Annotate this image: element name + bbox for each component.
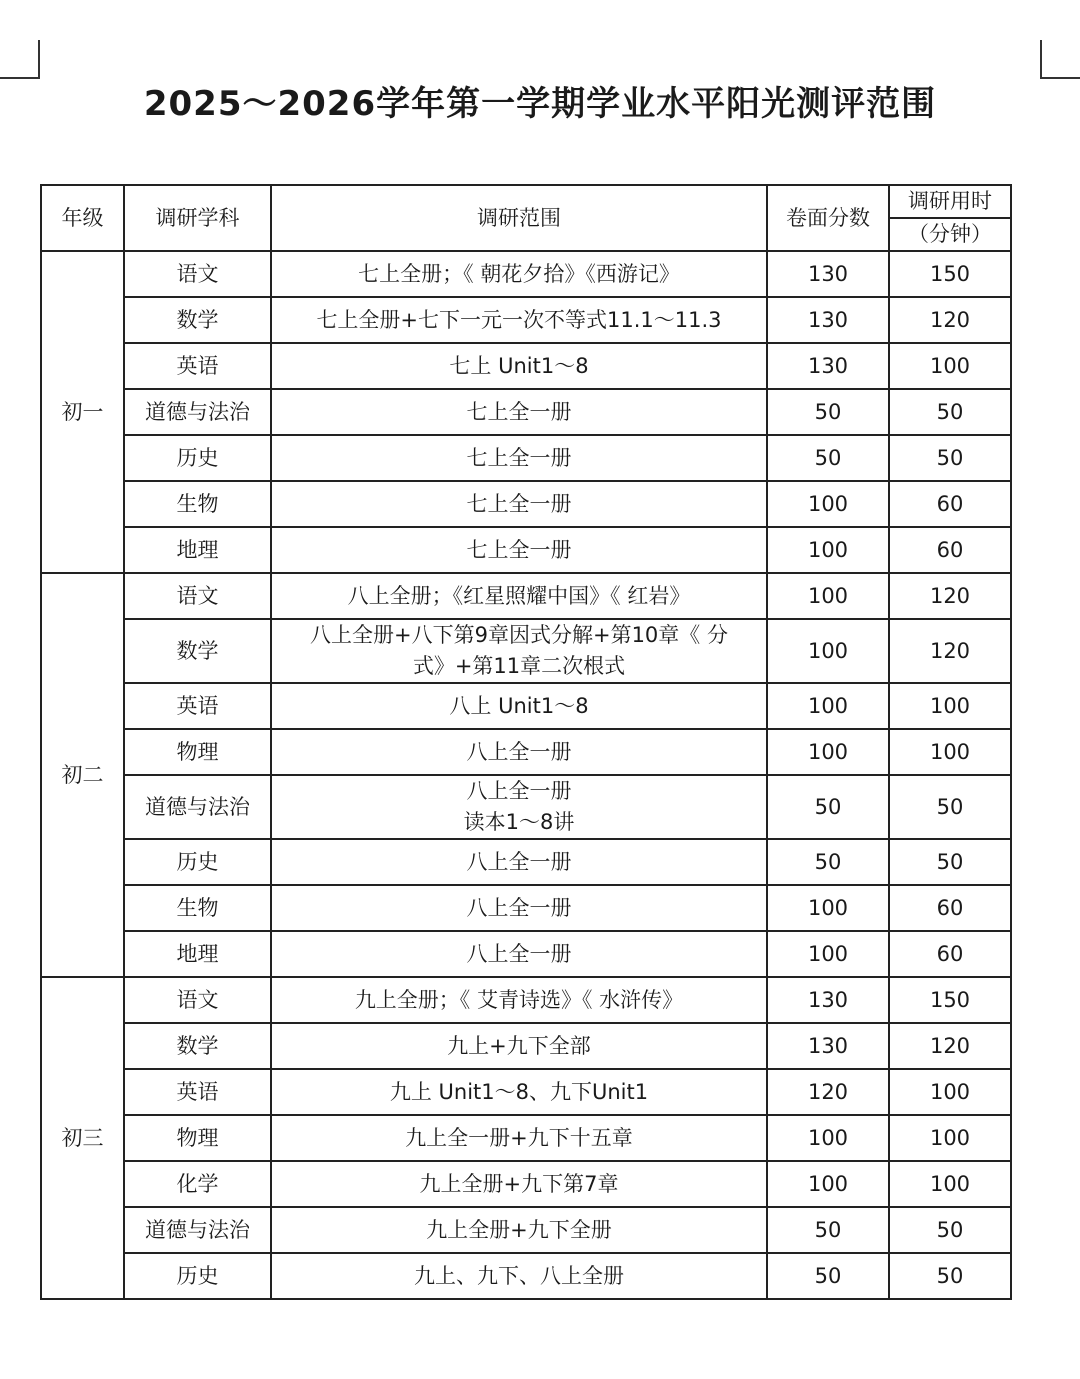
score-cell: 50 (767, 1207, 889, 1253)
score-cell: 130 (767, 343, 889, 389)
table-row (41, 343, 1011, 389)
range-line: 九上全册+九下第7章 (419, 1171, 619, 1196)
range-line: 七上全册+七下一元一次不等式11.1～11.3 (316, 307, 722, 332)
table-row (41, 619, 1011, 683)
table-row (41, 527, 1011, 573)
range-cell (271, 619, 767, 683)
time-cell: 100 (889, 729, 1011, 775)
range-cell (271, 1023, 767, 1069)
table-row (41, 1253, 1011, 1299)
score-cell: 50 (767, 435, 889, 481)
range-line: 八上全一册 (466, 779, 572, 803)
time-cell: 150 (889, 251, 1011, 297)
score-cell: 130 (767, 297, 889, 343)
score-cell: 50 (767, 775, 889, 839)
range-cell (271, 977, 767, 1023)
time-cell: 120 (889, 1023, 1011, 1069)
subject-cell: 数学 (124, 297, 271, 343)
range-cell (271, 435, 767, 481)
time-cell: 100 (889, 1069, 1011, 1115)
range-cell (271, 1161, 767, 1207)
subject-cell: 历史 (124, 435, 271, 481)
range-line: 七上全一册 (466, 537, 572, 562)
header-range: 调研范围 (271, 185, 767, 251)
subject-cell: 化学 (124, 1161, 271, 1207)
range-cell (271, 729, 767, 775)
range-line: 九上全册+九下全册 (426, 1217, 612, 1242)
range-cell (271, 839, 767, 885)
table-row (41, 931, 1011, 977)
time-cell: 100 (889, 683, 1011, 729)
table-row (41, 435, 1011, 481)
range-line: 八上全一册 (466, 895, 572, 920)
range-line: 八上全一册 (466, 941, 572, 966)
subject-cell: 语文 (124, 573, 271, 619)
score-cell: 100 (767, 729, 889, 775)
time-cell: 60 (889, 481, 1011, 527)
range-cell (271, 885, 767, 931)
range-cell (271, 775, 767, 839)
score-cell: 120 (767, 1069, 889, 1115)
range-line: 八上全册+八下第9章因式分解+第10章《 分 (310, 623, 728, 647)
table-row (41, 1115, 1011, 1161)
table-row (41, 1207, 1011, 1253)
subject-cell: 物理 (124, 729, 271, 775)
range-cell (271, 481, 767, 527)
table-row (41, 481, 1011, 527)
subject-cell: 英语 (124, 683, 271, 729)
range-line: 七上全一册 (466, 445, 572, 470)
time-cell: 100 (889, 343, 1011, 389)
subject-cell: 语文 (124, 977, 271, 1023)
range-cell (271, 573, 767, 619)
subject-cell: 物理 (124, 1115, 271, 1161)
score-cell: 100 (767, 931, 889, 977)
range-line: 八上 Unit1～8 (449, 693, 589, 718)
subject-cell: 生物 (124, 481, 271, 527)
score-cell: 100 (767, 619, 889, 683)
score-cell: 100 (767, 1115, 889, 1161)
range-cell (271, 343, 767, 389)
subject-cell: 道德与法治 (124, 775, 271, 839)
header-subject: 调研学科 (124, 185, 271, 251)
subject-cell: 英语 (124, 343, 271, 389)
table-row (41, 251, 1011, 297)
range-line: 八上全一册 (466, 849, 572, 874)
subject-cell: 历史 (124, 1253, 271, 1299)
table-row (41, 1069, 1011, 1115)
time-cell: 50 (889, 839, 1011, 885)
score-cell: 50 (767, 1253, 889, 1299)
grade-cell: 初二 (41, 573, 124, 977)
score-cell: 100 (767, 573, 889, 619)
table-row (41, 729, 1011, 775)
subject-cell: 语文 (124, 251, 271, 297)
crop-mark-right-vertical (1040, 40, 1042, 78)
time-cell: 120 (889, 297, 1011, 343)
time-cell: 50 (889, 1253, 1011, 1299)
header-time-label: 调研用时 (890, 186, 1010, 219)
range-line: 读本1～8讲 (463, 810, 575, 834)
table-row (41, 775, 1011, 839)
range-line: 八上全册；《红星照耀中国》《 红岩》 (347, 583, 691, 608)
time-cell: 150 (889, 977, 1011, 1023)
score-cell: 130 (767, 977, 889, 1023)
score-cell: 50 (767, 389, 889, 435)
grade-cell: 初三 (41, 977, 124, 1299)
header-row (41, 185, 1011, 251)
time-cell: 100 (889, 1161, 1011, 1207)
table-row (41, 1023, 1011, 1069)
header-grade: 年级 (41, 185, 124, 251)
time-cell: 120 (889, 573, 1011, 619)
subject-cell: 地理 (124, 931, 271, 977)
table-row (41, 683, 1011, 729)
page-title: 2025～2026学年第一学期学业水平阳光测评范围 (143, 84, 937, 124)
subject-cell: 数学 (124, 619, 271, 683)
time-cell: 50 (889, 435, 1011, 481)
score-cell: 100 (767, 1161, 889, 1207)
score-cell: 100 (767, 527, 889, 573)
time-cell: 50 (889, 1207, 1011, 1253)
table-row (41, 885, 1011, 931)
table-row (41, 573, 1011, 619)
range-cell (271, 1115, 767, 1161)
subject-cell: 地理 (124, 527, 271, 573)
range-line: 九上 Unit1～8、九下Unit1 (389, 1079, 649, 1104)
range-line: 九上+九下全部 (447, 1033, 591, 1058)
range-cell (271, 1207, 767, 1253)
time-cell: 50 (889, 775, 1011, 839)
subject-cell: 生物 (124, 885, 271, 931)
range-cell (271, 297, 767, 343)
table-row (41, 1161, 1011, 1207)
range-line: 九上、九下、八上全册 (414, 1263, 624, 1288)
score-cell: 100 (767, 481, 889, 527)
scope-table (40, 184, 1012, 1300)
range-cell (271, 1069, 767, 1115)
crop-mark-right-horizontal (1040, 77, 1080, 79)
crop-mark-left-vertical (38, 40, 40, 78)
time-cell: 120 (889, 619, 1011, 683)
range-cell (271, 389, 767, 435)
range-line: 九上全册；《 艾青诗选》《 水浒传》 (354, 987, 684, 1012)
subject-cell: 数学 (124, 1023, 271, 1069)
range-cell (271, 1253, 767, 1299)
range-line: 七上 Unit1～8 (449, 353, 589, 378)
range-line: 七上全一册 (466, 491, 572, 516)
subject-cell: 道德与法治 (124, 1207, 271, 1253)
table-row (41, 297, 1011, 343)
score-cell: 50 (767, 839, 889, 885)
table-row (41, 839, 1011, 885)
range-line: 式》+第11章二次根式 (412, 654, 626, 678)
table-body (41, 251, 1011, 1299)
header-time (889, 185, 1011, 251)
range-line: 七上全册；《 朝花夕拾》《西游记》 (358, 261, 680, 286)
score-cell: 130 (767, 1023, 889, 1069)
time-cell: 100 (889, 1115, 1011, 1161)
subject-cell: 英语 (124, 1069, 271, 1115)
time-cell: 60 (889, 885, 1011, 931)
score-cell: 100 (767, 885, 889, 931)
header-time-unit: （分钟） (908, 222, 992, 246)
score-cell: 100 (767, 683, 889, 729)
time-cell: 50 (889, 389, 1011, 435)
header-score: 卷面分数 (767, 185, 889, 251)
grade-cell: 初一 (41, 251, 124, 573)
time-cell: 60 (889, 527, 1011, 573)
crop-mark-left-horizontal (0, 77, 40, 79)
range-cell (271, 251, 767, 297)
range-cell (271, 683, 767, 729)
range-line: 七上全一册 (466, 399, 572, 424)
range-cell (271, 931, 767, 977)
range-line: 九上全一册+九下十五章 (405, 1125, 633, 1150)
range-cell (271, 527, 767, 573)
range-line: 八上全一册 (466, 739, 572, 764)
table-row (41, 977, 1011, 1023)
score-cell: 130 (767, 251, 889, 297)
table-row (41, 389, 1011, 435)
subject-cell: 历史 (124, 839, 271, 885)
time-cell: 60 (889, 931, 1011, 977)
subject-cell: 道德与法治 (124, 389, 271, 435)
